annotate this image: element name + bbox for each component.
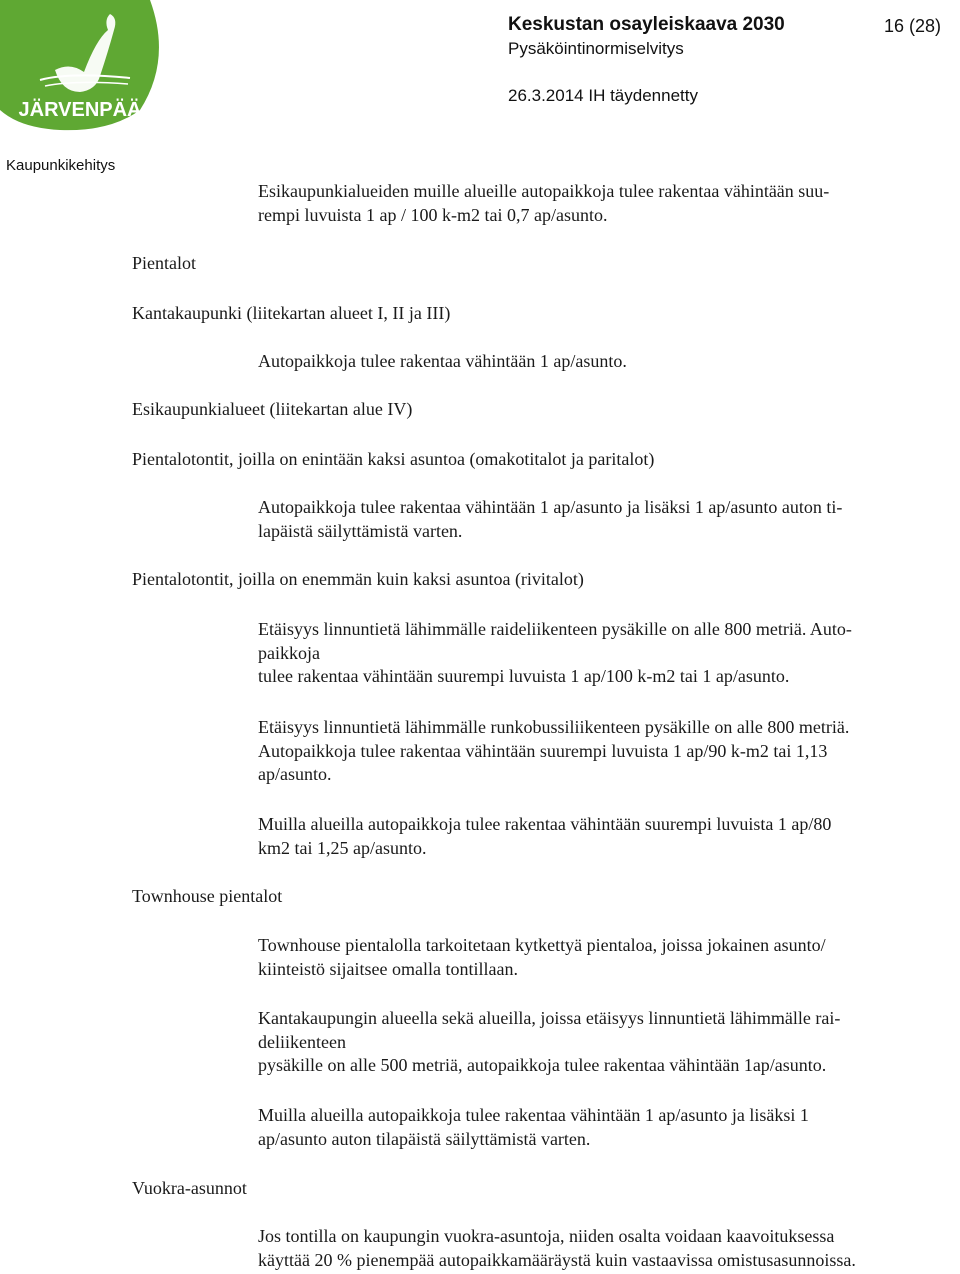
logo-wordmark: JÄRVENPÄÄ (18, 99, 142, 121)
heading-pientalot: Pientalot (132, 253, 196, 273)
text-line: Kantakaupungin alueella sekä alueilla, joissa etäisyys linnuntietä lähimmälle rai- (258, 1008, 841, 1028)
text-line: pysäkille on alle 500 metriä, autopaikkoja tulee rakentaa vähintään 1ap/asunto. (258, 1055, 827, 1075)
heading-kantakaupunki: Kantakaupunki (liitekartan alueet I, II ja III) (132, 303, 451, 323)
logo-emblem-icon (0, 0, 172, 132)
jarvenpaa-logo (0, 0, 172, 132)
text-line: lapäistä säilyttämistä varten. (258, 520, 463, 541)
paragraph-omakotitalot (258, 496, 948, 543)
text-line: ap/asunto. (258, 764, 332, 784)
document-title: Keskustan osayleiskaava 2030 (508, 14, 785, 35)
text-line: km2 tai 1,25 ap/asunto. (258, 837, 427, 858)
text-line: käyttää 20 % pienempää autopaikkamääräystä kuin vastaavissa omistusasunnoissa. (258, 1249, 856, 1270)
text-line: Townhouse pientalolla tarkoitetaan kytkettyä pientaloa, joissa jokainen asunto/ (258, 935, 826, 955)
paragraph-vuokra-asunnot (258, 1225, 948, 1272)
paragraph-townhouse-kantakaupunki (258, 1007, 948, 1078)
paragraph-kantakaupunki (258, 350, 948, 374)
paragraph-townhouse-muut (258, 1104, 948, 1151)
text-line: deliikenteen (258, 1031, 346, 1052)
text-line: Autopaikkoja tulee rakentaa vähintään 1 ap/asunto ja lisäksi 1 ap/asunto auton ti- (258, 497, 843, 517)
text-line: Autopaikkoja tulee rakentaa vähintään 1 ap/asunto. (258, 351, 627, 371)
heading-esikaupunkialueet: Esikaupunkialueet (liitekartan alue IV) (132, 399, 413, 419)
text-line: Jos tontilla on kaupungin vuokra-asuntoja, niiden osalta voidaan kaavoituksessa (258, 1226, 835, 1246)
paragraph-esikaupunki-muut (258, 180, 948, 227)
text-line: Etäisyys linnuntietä lähimmälle raideliikenteen pysäkille on alle 800 metriä. Auto- (258, 619, 852, 639)
page-number: 16 (28) (884, 16, 942, 36)
document-date-note: 26.3.2014 IH täydennetty (508, 86, 698, 105)
text-line: Etäisyys linnuntietä lähimmälle runkobussiliikenteen pysäkille on alle 800 metriä. (258, 717, 850, 737)
paragraph-townhouse-maaritelma (258, 934, 948, 981)
document-subtitle: Pysäköintinormiselvitys (508, 39, 684, 58)
heading-pientalotontit-enemman: Pientalotontit, joilla on enemmän kuin kaksi asuntoa (rivitalot) (132, 569, 584, 589)
paragraph-muut-alueet-rivitalot (258, 813, 948, 860)
paragraph-runkobussi (258, 716, 948, 787)
text-line: Esikaupunkialueiden muille alueille autopaikkoja tulee rakentaa vähintään suu- (258, 181, 830, 201)
text-line: tulee rakentaa vähintään suurempi luvuista 1 ap/100 k-m2 tai 1 ap/asunto. (258, 666, 790, 686)
text-line: Autopaikkoja tulee rakentaa vähintään suurempi luvuista 1 ap/90 k-m2 tai 1,13 (258, 740, 828, 761)
text-line: rempi luvuista 1 ap / 100 k-m2 tai 0,7 ap/asunto. (258, 204, 608, 225)
text-line: paikkoja (258, 642, 320, 663)
paragraph-raideliikenne (258, 618, 948, 689)
department-label: Kaupunkikehitys (6, 157, 116, 174)
heading-townhouse: Townhouse pientalot (132, 886, 283, 906)
text-line: ap/asunto auton tilapäistä säilyttämistä varten. (258, 1128, 591, 1149)
text-line: Muilla alueilla autopaikkoja tulee rakentaa vähintään suurempi luvuista 1 ap/80 (258, 814, 832, 834)
text-line: kiinteistö sijaitsee omalla tontillaan. (258, 958, 518, 979)
heading-pientalotontit-kaksi: Pientalotontit, joilla on enintään kaksi asuntoa (omakotitalot ja paritalot) (132, 449, 655, 469)
text-line: Muilla alueilla autopaikkoja tulee rakentaa vähintään 1 ap/asunto ja lisäksi 1 (258, 1105, 809, 1125)
heading-vuokra-asunnot: Vuokra-asunnot (132, 1178, 247, 1198)
